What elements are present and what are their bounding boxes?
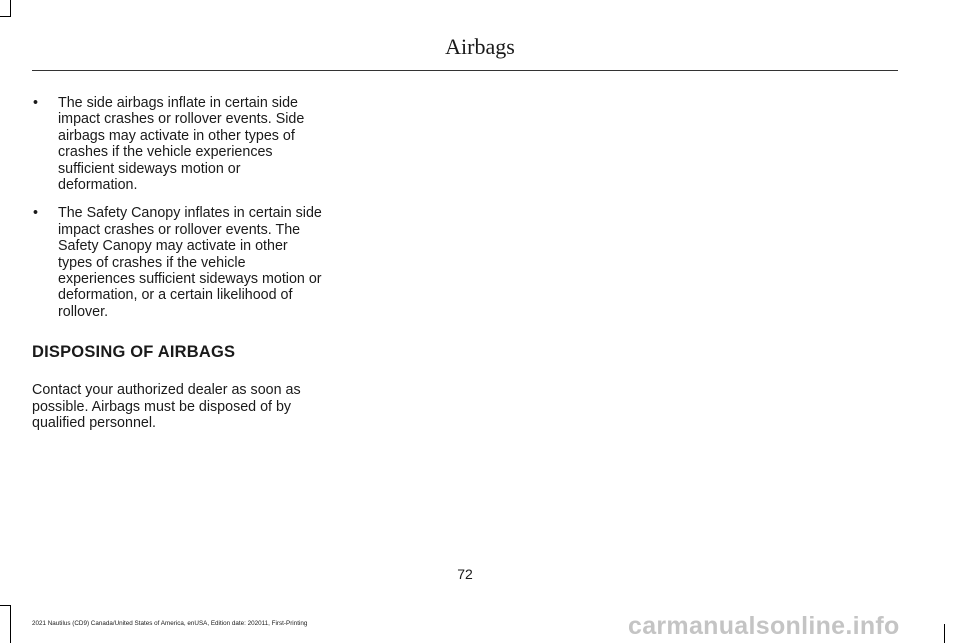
page-number: 72 [457, 566, 473, 582]
header-divider [32, 70, 898, 71]
section-heading: DISPOSING OF AIRBAGS [32, 343, 236, 362]
crop-mark-top-left-horizontal [0, 16, 11, 17]
bullet-list [32, 95, 322, 320]
crop-mark-bottom-right-vertical [944, 624, 945, 643]
edition-footer: 2021 Nautilus (CD9) Canada/United States of America, enUSA, Edition date: 202011, First-Printing [32, 620, 308, 627]
crop-mark-bottom-left-horizontal [0, 605, 11, 606]
list-item: • The Safety Canopy inflates in certain side impact crashes or rollover events. The Safety Canopy may activate in other types of crashes if the vehicle experiences sufficient sideways motion or deformation, or a certain likelihood of rollover. [32, 205, 322, 320]
crop-mark-top-left-vertical [10, 0, 11, 16]
content-column [32, 95, 322, 432]
crop-mark-bottom-left-vertical [10, 605, 11, 643]
section-paragraph: Contact your authorized dealer as soon as possible. Airbags must be disposed of by qualified personnel. [32, 382, 301, 432]
watermark-text: carmanualsonline.info [628, 612, 900, 640]
list-item: • The side airbags inflate in certain side impact crashes or rollover events. Side airbags may activate in other types of crashes if the vehicle experiences sufficient sideways motion or deformation. [32, 95, 322, 193]
page-title: Airbags [445, 34, 515, 59]
